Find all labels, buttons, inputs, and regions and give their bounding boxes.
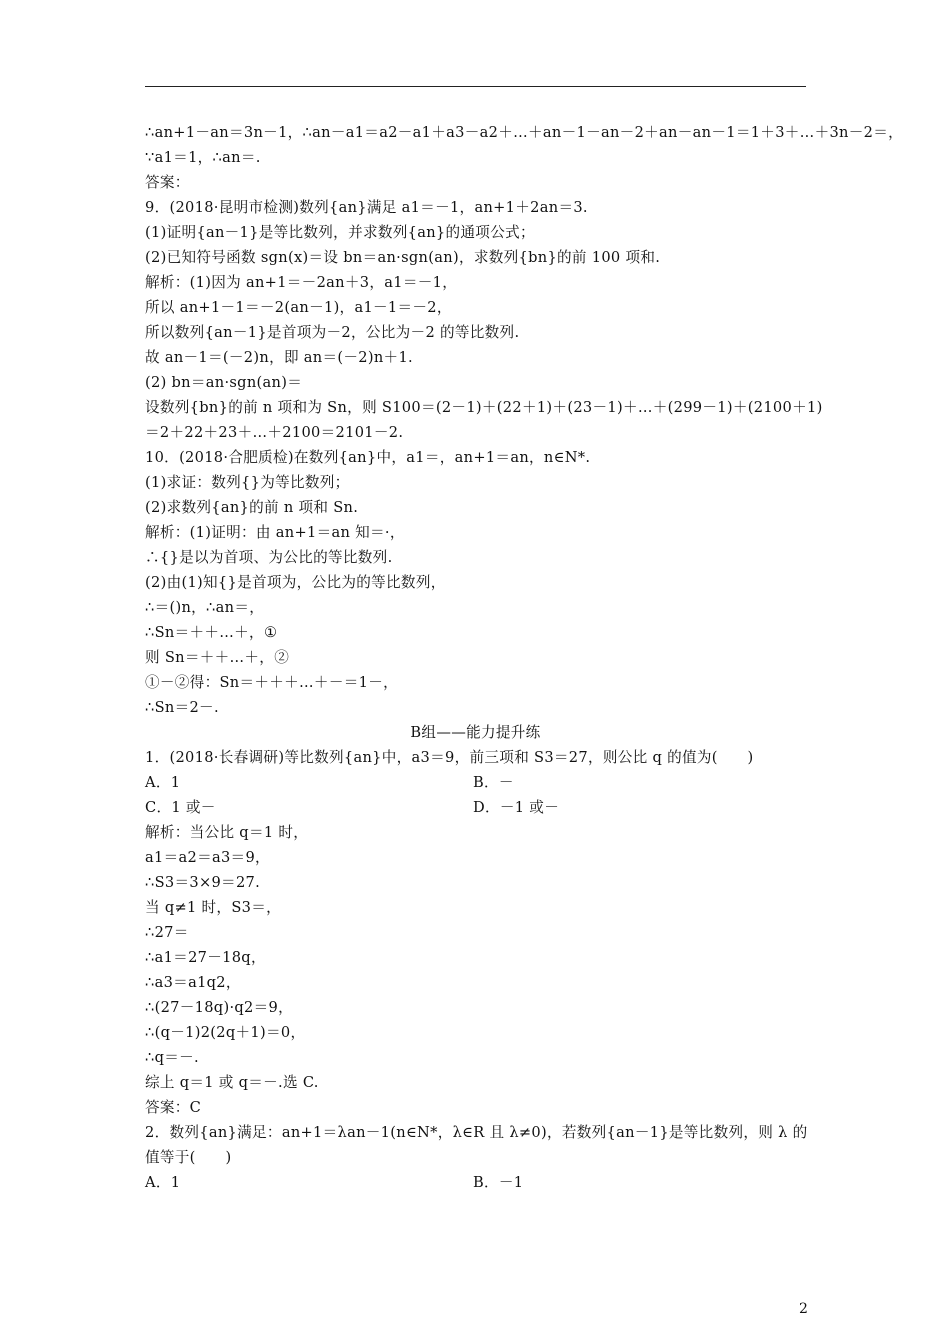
option-a: A．1 — [145, 1174, 181, 1191]
option-d: D．－1 或－ — [473, 799, 560, 816]
text-line: ∴(27－18q)·q2＝9， — [145, 999, 293, 1016]
text-line: ∴Sn＝2－. — [145, 699, 219, 716]
text-line: ∴(q－1)2(2q＋1)＝0， — [145, 1024, 306, 1041]
question-2-stem: 2．数列{an}满足：an+1＝λan－1(n∈N*，λ∈R 且 λ≠0)，若数列{an－1}是等比数列，则 λ 的 — [145, 1124, 808, 1141]
text-line: ①－②得：Sn＝＋＋＋…＋－＝1－， — [145, 674, 398, 691]
text-line: (2)由(1)知{}是首项为，公比为的等比数列， — [145, 574, 446, 591]
option-a: A．1 — [145, 774, 181, 791]
text-line: ∴an+1－an＝3n－1，∴an－a1＝a2－a1＋a3－a2＋…＋an－1－an－2＋an－an－1＝1＋3＋…＋3n－2＝， — [145, 124, 904, 141]
text-line: (1)求证：数列{}为等比数列； — [145, 474, 350, 491]
header-rule — [145, 86, 806, 87]
text-line: 解析：(1)证明：由 an+1＝an 知＝·， — [145, 524, 405, 541]
text-line: (2)已知符号函数 sgn(x)＝设 bn＝an·sgn(an)，求数列{bn}的前 100 项和. — [145, 249, 661, 266]
text-line: a1＝a2＝a3＝9， — [145, 849, 270, 866]
question-9-stem: 9．(2018·昆明市检测)数列{an}满足 a1＝－1，an+1＋2an＝3. — [145, 199, 588, 216]
option-b: B．－1 — [473, 1174, 524, 1191]
text-line: 综上 q＝1 或 q＝－.选 C. — [145, 1074, 319, 1091]
text-line: 答案： — [145, 174, 190, 191]
text-line: ∴＝()n，∴an＝， — [145, 599, 265, 616]
text-line: 故 an－1＝(－2)n，即 an＝(－2)n＋1. — [145, 349, 413, 366]
text-line: (1)证明{an－1}是等比数列，并求数列{an}的通项公式； — [145, 224, 535, 241]
text-line: ∴{}是以为首项、为公比的等比数列. — [145, 549, 393, 566]
text-line: ∴q＝－. — [145, 1049, 199, 1066]
text-line: 解析：(1)因为 an+1＝－2an＋3，a1＝－1， — [145, 274, 458, 291]
text-line: 则 Sn＝＋＋…＋，② — [145, 649, 290, 666]
answer-line: 答案：C — [145, 1099, 202, 1116]
page-number: 2 — [799, 1301, 808, 1317]
text-line: 解析：当公比 q＝1 时， — [145, 824, 309, 841]
text-line: ∴S3＝3×9＝27. — [145, 874, 261, 891]
text-line: ∴a1＝27－18q， — [145, 949, 266, 966]
text-line: 值等于( ) — [145, 1149, 232, 1166]
text-line: ∴27＝ — [145, 924, 189, 941]
option-b: B．－ — [473, 774, 514, 791]
option-c: C．1 或－ — [145, 799, 216, 816]
text-line: 当 q≠1 时，S3＝， — [145, 899, 281, 916]
text-line: ∴a3＝a1q2， — [145, 974, 241, 991]
question-10-stem: 10．(2018·合肥质检)在数列{an}中，a1＝，an+1＝an，n∈N*. — [145, 449, 591, 466]
section-title: B组——能力提升练 — [410, 724, 541, 741]
question-1-stem: 1．(2018·长春调研)等比数列{an}中，a3＝9，前三项和 S3＝27，则公比 q 的值为( ) — [145, 749, 754, 766]
text-line: (2) bn＝an·sgn(an)＝ — [145, 374, 303, 391]
text-line: (2)求数列{an}的前 n 项和 Sn. — [145, 499, 359, 516]
text-line: 所以数列{an－1}是首项为－2，公比为－2 的等比数列. — [145, 324, 520, 341]
text-line: ∵a1＝1，∴an＝. — [145, 149, 261, 166]
text-line: 设数列{bn}的前 n 项和为 Sn，则 S100＝(2－1)＋(22＋1)＋(23－1)＋…＋(299－1)＋(2100＋1) — [145, 399, 823, 416]
text-line: ＝2＋22＋23＋…＋2100＝2101－2. — [145, 424, 404, 441]
text-line: 所以 an+1－1＝－2(an－1)，a1－1＝－2， — [145, 299, 452, 316]
text-line: ∴Sn＝＋＋…＋，① — [145, 624, 278, 641]
